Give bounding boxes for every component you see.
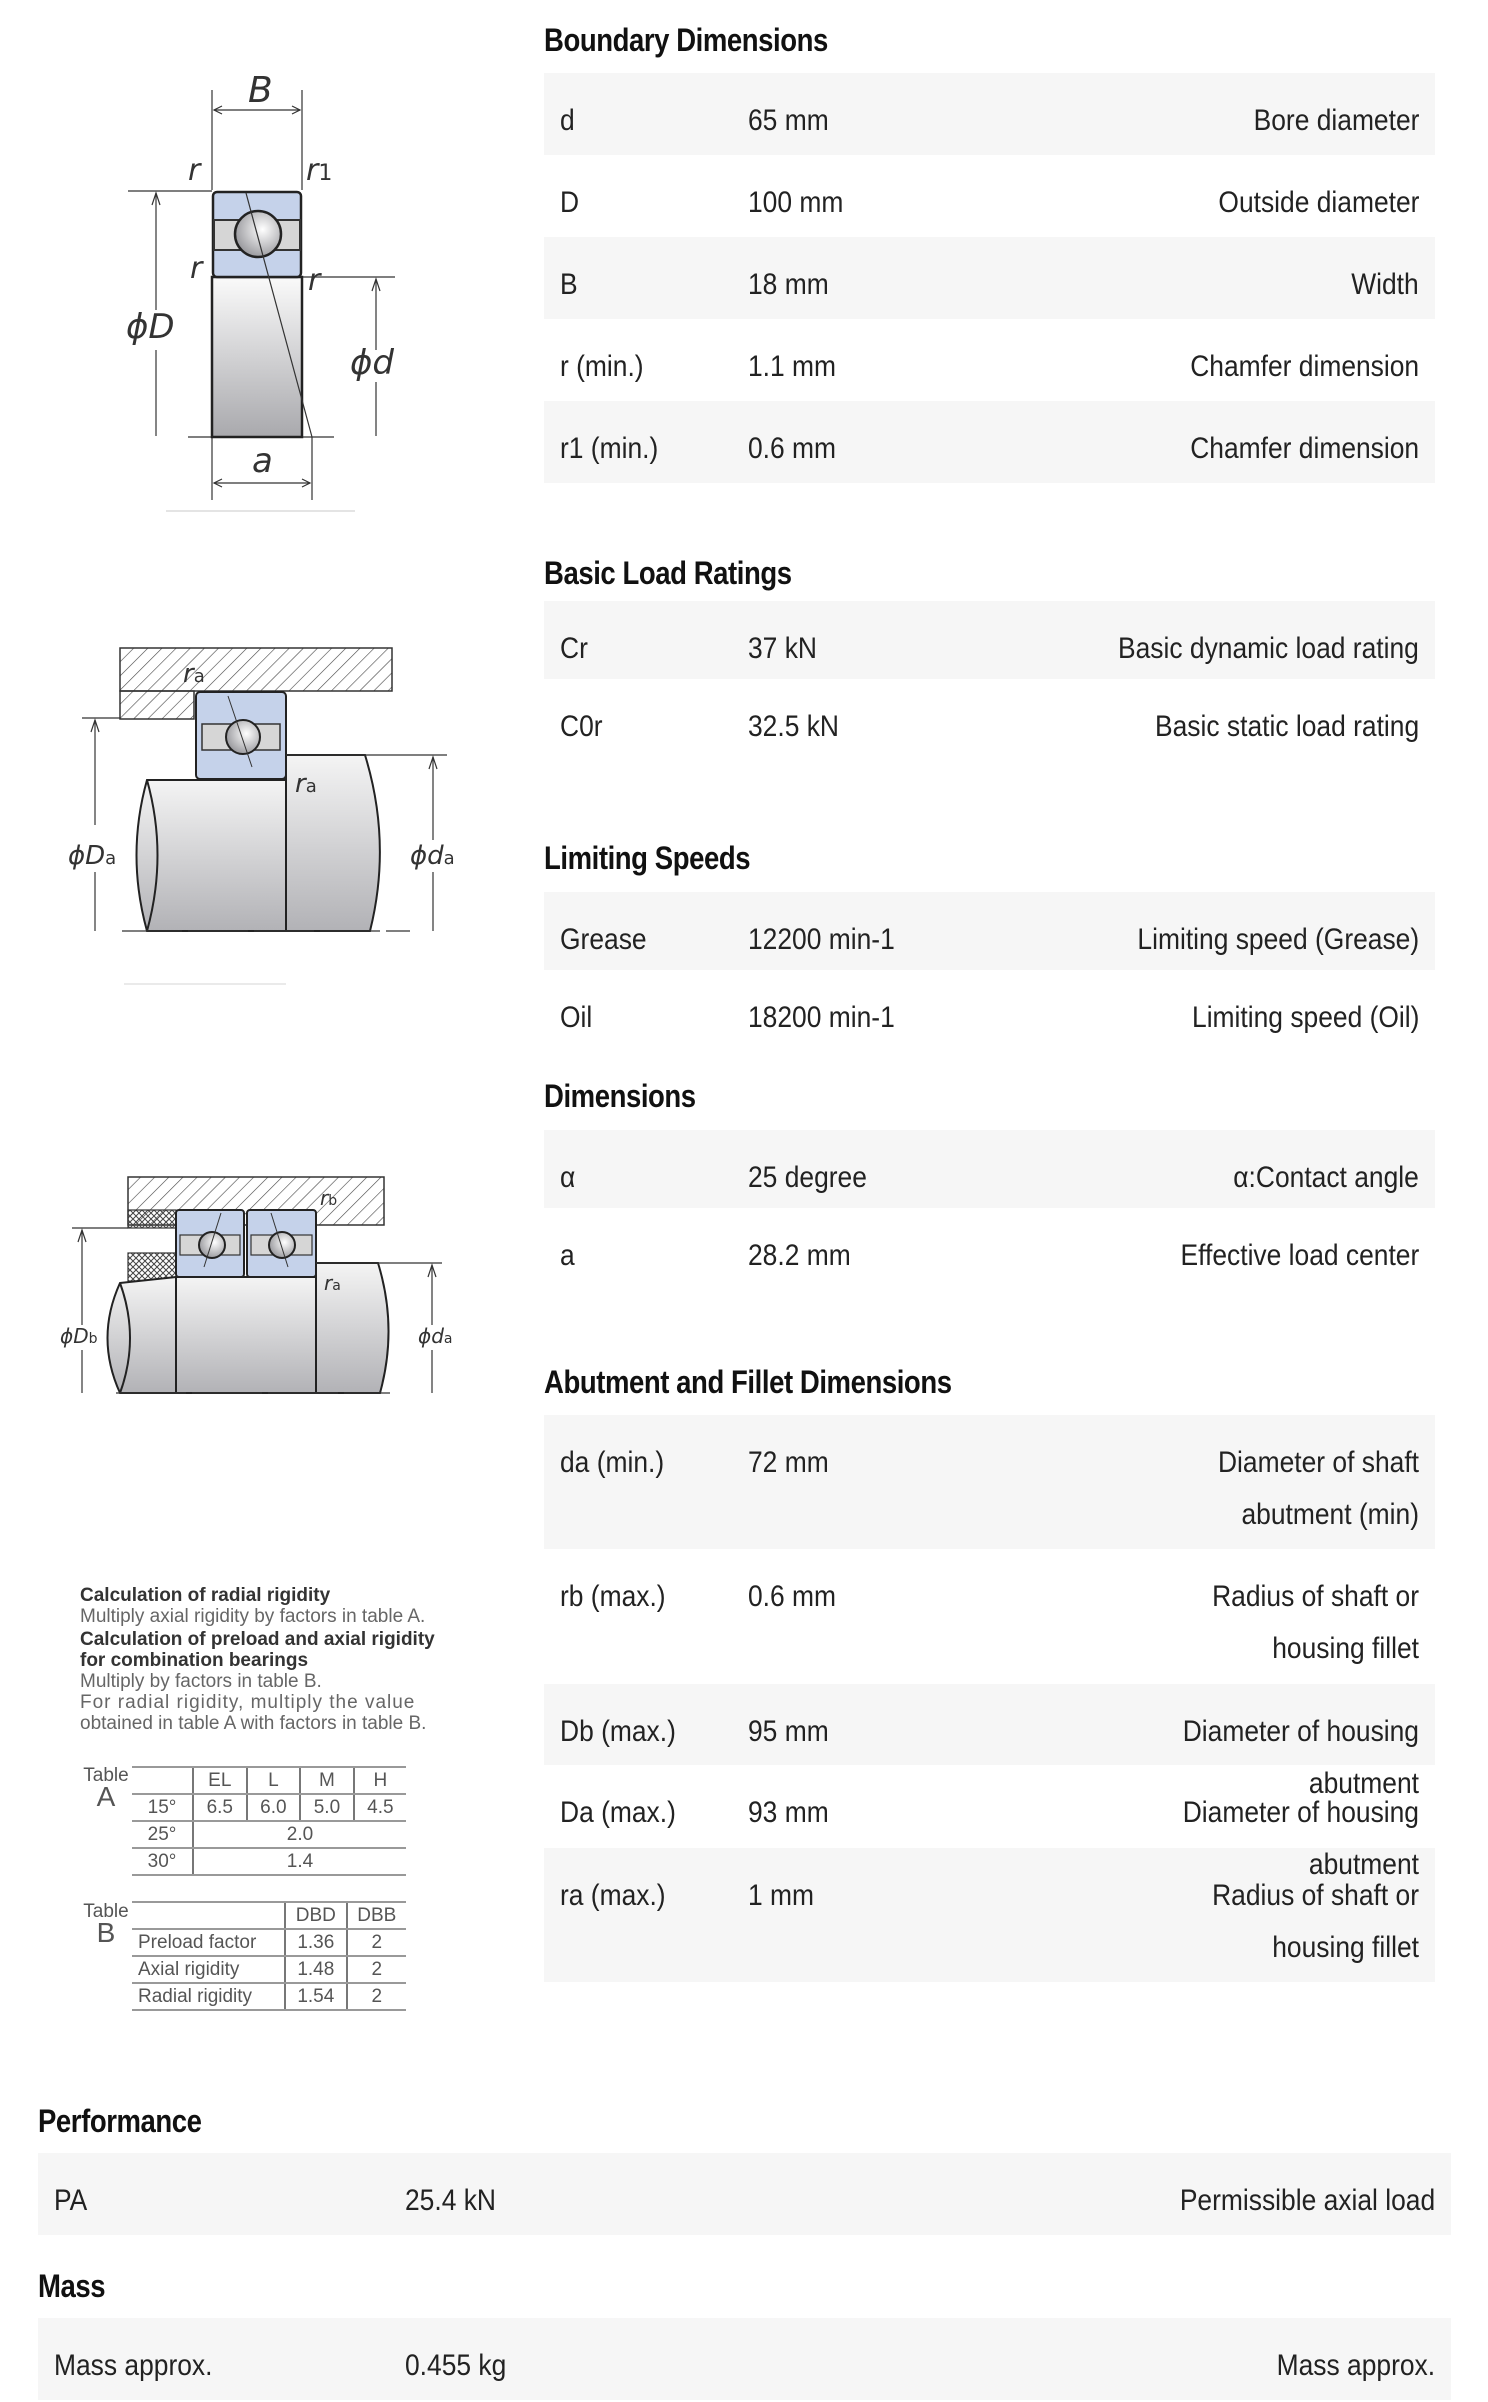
label-ra-bottom: ra bbox=[295, 769, 317, 799]
row-symbol: Cr bbox=[560, 632, 588, 665]
row-description: Permissible axial load bbox=[1179, 2184, 1435, 2217]
rigidity-heading-2b: for combination bearings bbox=[80, 1650, 309, 1671]
label-phid: ϕd bbox=[350, 343, 395, 383]
label-r-top: r bbox=[188, 153, 201, 188]
label-a: a bbox=[252, 441, 273, 481]
table-a-row bbox=[132, 1848, 406, 1875]
label-B: B bbox=[248, 70, 273, 111]
row-value: 37 kN bbox=[748, 632, 817, 665]
table-row bbox=[544, 601, 1435, 679]
row-description: Chamfer dimension bbox=[1190, 432, 1419, 465]
pair-mount-diagram bbox=[40, 1150, 480, 1420]
table-row bbox=[544, 155, 1435, 237]
ball-icon bbox=[269, 1232, 295, 1258]
table-a-cell: 4.5 bbox=[354, 1794, 406, 1821]
load-table bbox=[544, 601, 1435, 761]
section-title-performance: Performance bbox=[38, 2103, 202, 2139]
table-b-header: DBB bbox=[347, 1902, 406, 1929]
label-r-right: r bbox=[308, 263, 321, 298]
section-title-dimensions: Dimensions bbox=[544, 1078, 696, 1114]
row-symbol: α bbox=[560, 1161, 576, 1194]
row-value: 12200 min-1 bbox=[748, 923, 895, 956]
row-description: Limiting speed (Oil) bbox=[1191, 1001, 1419, 1034]
performance-table bbox=[38, 2153, 1451, 2235]
rigidity-text-1: Multiply axial rigidity by factors in table A. bbox=[80, 1606, 426, 1627]
row-symbol: Da (max.) bbox=[560, 1796, 676, 1829]
shaft bbox=[108, 1277, 177, 1393]
speeds-table bbox=[544, 892, 1435, 1052]
bearing-dimension-diagram bbox=[120, 60, 440, 520]
table-a-header: EL bbox=[193, 1767, 247, 1794]
row-value: 25.4 kN bbox=[405, 2184, 496, 2217]
shaft bbox=[137, 780, 287, 931]
label-phida: ϕda bbox=[418, 1324, 453, 1348]
label-rb: rb bbox=[320, 1186, 338, 1210]
row-description: Chamfer dimension bbox=[1190, 350, 1419, 383]
rigidity-heading-1: Calculation of radial rigidity bbox=[80, 1585, 331, 1606]
table-b-cell: 2 bbox=[347, 1929, 406, 1956]
row-value: 65 mm bbox=[748, 104, 829, 137]
table-b-cell: Radial rigidity bbox=[132, 1983, 285, 2010]
table-a-cell: 2.0 bbox=[193, 1821, 406, 1848]
row-symbol: a bbox=[560, 1239, 575, 1272]
row-description: Outside diameter bbox=[1217, 186, 1419, 219]
row-value: 100 mm bbox=[748, 186, 844, 219]
spacer-outer bbox=[128, 1210, 176, 1228]
row-value: 18200 min-1 bbox=[748, 1001, 895, 1034]
row-symbol: r1 (min.) bbox=[560, 432, 659, 465]
row-symbol: rb (max.) bbox=[560, 1580, 666, 1613]
label-phiD: ϕD bbox=[126, 307, 175, 347]
table-row bbox=[544, 237, 1435, 319]
row-value: 0.6 mm bbox=[748, 1580, 837, 1613]
table-a-cell: 6.5 bbox=[193, 1794, 247, 1821]
row-symbol: d bbox=[560, 104, 575, 137]
row-symbol: D bbox=[560, 186, 580, 219]
table-b-row bbox=[132, 1956, 406, 1983]
row-value: 0.6 mm bbox=[748, 432, 837, 465]
table-b-header bbox=[132, 1902, 285, 1929]
row-value: 18 mm bbox=[748, 268, 829, 301]
row-description: Effective load center bbox=[1180, 1239, 1419, 1272]
row-symbol: PA bbox=[54, 2184, 88, 2217]
mass-table bbox=[38, 2318, 1451, 2400]
rigidity-text-3a: For radial rigidity, multiply the value bbox=[80, 1692, 416, 1713]
row-symbol: ra (max.) bbox=[560, 1879, 666, 1912]
table-a-cell: 25° bbox=[132, 1821, 193, 1848]
table-row bbox=[544, 892, 1435, 970]
row-value: 95 mm bbox=[748, 1715, 829, 1748]
row-value: 28.2 mm bbox=[748, 1239, 851, 1272]
table-b-cell: 1.54 bbox=[285, 1983, 347, 2010]
table-row bbox=[544, 73, 1435, 155]
row-symbol: Oil bbox=[560, 1001, 593, 1034]
row-value: 32.5 kN bbox=[748, 710, 839, 743]
ball-icon bbox=[226, 720, 260, 754]
label-r-left: r bbox=[190, 251, 203, 286]
table-row bbox=[544, 319, 1435, 401]
rigidity-text-3b: obtained in table A with factors in table B. bbox=[80, 1713, 427, 1734]
table-row bbox=[38, 2153, 1451, 2235]
table-a bbox=[132, 1766, 406, 1876]
row-symbol: r (min.) bbox=[560, 350, 644, 383]
rigidity-heading-2a: Calculation of preload and axial rigidity bbox=[80, 1629, 435, 1650]
label-phiDb: ϕDb bbox=[60, 1324, 98, 1348]
row-value: 72 mm bbox=[748, 1446, 829, 1479]
table-a-cell: 5.0 bbox=[300, 1794, 354, 1821]
table-row bbox=[544, 679, 1435, 761]
table-b-cell: 1.36 bbox=[285, 1929, 347, 1956]
row-description: α:Contact angle bbox=[1233, 1161, 1419, 1194]
row-symbol: C0r bbox=[560, 710, 603, 743]
label-phida: ϕda bbox=[410, 841, 455, 871]
row-value: 25 degree bbox=[748, 1161, 867, 1194]
bearing-inner-body bbox=[212, 277, 302, 437]
table-b-cell: 2 bbox=[347, 1983, 406, 2010]
table-b-header: DBD bbox=[285, 1902, 347, 1929]
dimensions-table bbox=[544, 1130, 1435, 1290]
table-b-row bbox=[132, 1929, 406, 1956]
row-symbol: da (min.) bbox=[560, 1446, 665, 1479]
row-description: Diameter of housing abutment bbox=[1182, 1796, 1419, 1881]
row-value: 0.455 kg bbox=[405, 2349, 507, 2382]
table-b-row bbox=[132, 1983, 406, 2010]
table-a-header: L bbox=[247, 1767, 301, 1794]
row-symbol: Db (max.) bbox=[560, 1715, 676, 1748]
table-a-header: M bbox=[300, 1767, 354, 1794]
row-symbol: Grease bbox=[560, 923, 647, 956]
row-description: Limiting speed (Grease) bbox=[1137, 923, 1419, 956]
section-title-mass: Mass bbox=[38, 2268, 106, 2304]
row-value: 1 mm bbox=[748, 1879, 814, 1912]
section-title-abutment: Abutment and Fillet Dimensions bbox=[544, 1364, 952, 1400]
table-a-cell: 6.0 bbox=[247, 1794, 301, 1821]
row-description: Radius of shaft or housing fillet bbox=[1212, 1580, 1419, 1665]
row-description: Diameter of housing abutment bbox=[1182, 1715, 1419, 1800]
row-description: Bore diameter bbox=[1253, 104, 1419, 137]
abutment-table bbox=[544, 1415, 1435, 1982]
row-description: Width bbox=[1351, 268, 1419, 301]
section-title-boundary: Boundary Dimensions bbox=[544, 22, 828, 58]
label-ra: ra bbox=[324, 1271, 341, 1295]
table-b-cell: Preload factor bbox=[132, 1929, 285, 1956]
table-b-label: Table B bbox=[83, 1901, 129, 1948]
table-row bbox=[544, 401, 1435, 483]
section-title-speeds: Limiting Speeds bbox=[544, 840, 751, 876]
row-value: 93 mm bbox=[748, 1796, 829, 1829]
table-b-cell: Axial rigidity bbox=[132, 1956, 285, 1983]
table-row bbox=[544, 1684, 1435, 1800]
table-row bbox=[544, 1208, 1435, 1290]
table-row bbox=[38, 2318, 1451, 2400]
label-r1: r1 bbox=[306, 153, 333, 188]
table-row bbox=[544, 1415, 1435, 1549]
ball-icon bbox=[235, 211, 281, 257]
row-description: Basic static load rating bbox=[1154, 710, 1419, 743]
table-row bbox=[544, 1130, 1435, 1208]
row-description: Mass approx. bbox=[1276, 2349, 1435, 2382]
rigidity-notes bbox=[80, 1585, 480, 1734]
table-a-cell: 1.4 bbox=[193, 1848, 406, 1875]
table-b-cell: 1.48 bbox=[285, 1956, 347, 1983]
row-description: Radius of shaft or housing fillet bbox=[1212, 1879, 1419, 1964]
row-description: Diameter of shaft abutment (min) bbox=[1217, 1446, 1419, 1531]
row-symbol: B bbox=[560, 268, 578, 301]
ball-icon bbox=[199, 1232, 225, 1258]
label-phiDa: ϕDa bbox=[68, 841, 117, 871]
table-a-label: Table A bbox=[83, 1765, 129, 1812]
table-b-cell: 2 bbox=[347, 1956, 406, 1983]
label-ra-top: ra bbox=[183, 659, 205, 689]
row-symbol: Mass approx. bbox=[54, 2349, 213, 2382]
table-a-row bbox=[132, 1821, 406, 1848]
table-a-header: H bbox=[354, 1767, 406, 1794]
rigidity-text-2: Multiply by factors in table B. bbox=[80, 1671, 322, 1692]
table-a-header bbox=[132, 1767, 193, 1794]
table-row bbox=[544, 1549, 1435, 1684]
table-row bbox=[544, 970, 1435, 1052]
section-title-load: Basic Load Ratings bbox=[544, 555, 792, 591]
housing bbox=[120, 648, 392, 691]
table-a-cell: 30° bbox=[132, 1848, 193, 1875]
boundary-table bbox=[544, 73, 1435, 483]
table-a-row bbox=[132, 1794, 406, 1821]
table-a-cell: 15° bbox=[132, 1794, 193, 1821]
table-b bbox=[132, 1901, 406, 2011]
row-value: 1.1 mm bbox=[748, 350, 837, 383]
single-mount-diagram bbox=[40, 600, 480, 1000]
row-description: Basic dynamic load rating bbox=[1118, 632, 1419, 665]
